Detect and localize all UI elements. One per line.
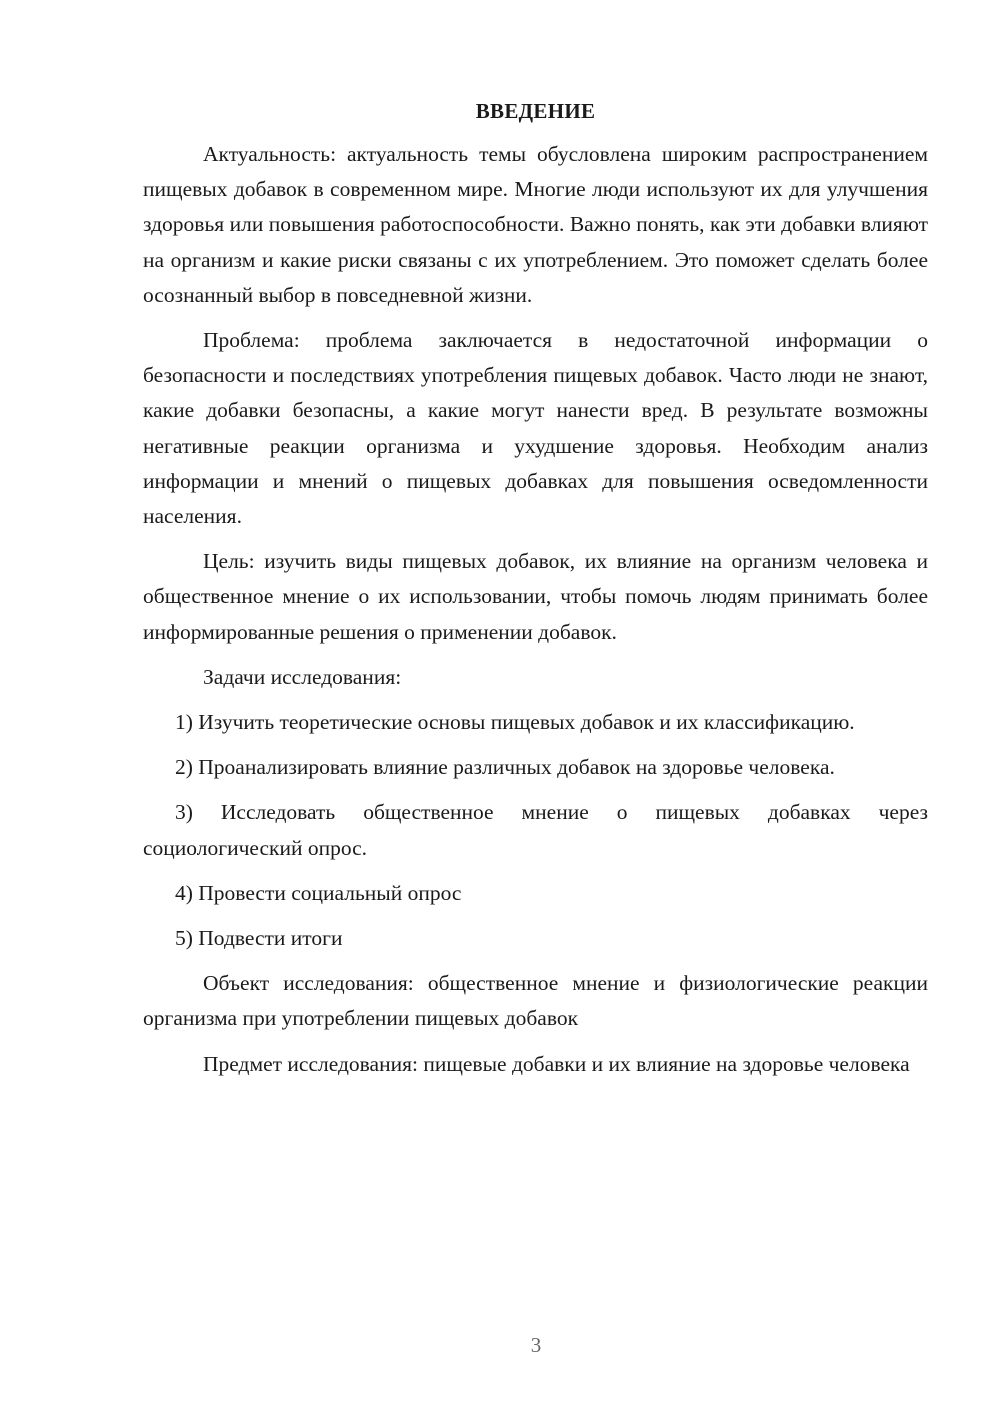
relevance-paragraph: Актуальность: актуальность темы обусловлена широким распространением пищевых добавок в современном мире. Многие люди используют их для улучшения здоровья или повышения работоспособности. Важно понять, как эти добавки влияют на организм и какие риски связаны с их употреблением. Это поможет сделать более осознанный выбор в повседневной жизни.: [143, 142, 928, 307]
object-paragraph: Объект исследования: общественное мнение и физиологические реакции организма при употреблении пищевых добавок: [143, 971, 928, 1031]
section-title: ВВЕДЕНИЕ: [475, 99, 596, 123]
task-item-2: 2) Проанализировать влияние различных добавок на здоровье человека.: [175, 755, 835, 780]
task-item-5: 5) Подвести итоги: [175, 926, 343, 951]
subject-paragraph: Предмет исследования: пищевые добавки и их влияние на здоровье человека: [203, 1051, 910, 1076]
document-page: [143, 96, 928, 1092]
page-number: 3: [530, 1333, 542, 1357]
task-item-1: 1) Изучить теоретические основы пищевых добавок и их классификацию.: [175, 710, 855, 735]
task-item-3: 3) Исследовать общественное мнение о пищевых добавках через социологический опрос.: [143, 800, 928, 860]
problem-paragraph: Проблема: проблема заключается в недостаточной информации о безопасности и последствиях употребления пищевых добавок. Часто люди не знают, какие добавки безопасны, а какие могут нанести вред. В результате возможны негативные реакции организма и ухудшение здоровья. Необходим анализ информации и мнений о пищевых добавках для повышения осведомленности населения.: [143, 328, 928, 529]
task-item-4: 4) Провести социальный опрос: [175, 880, 462, 905]
tasks-heading: Задачи исследования:: [203, 664, 402, 689]
goal-paragraph: Цель: изучить виды пищевых добавок, их влияние на организм человека и общественное мнение о их использовании, чтобы помочь людям принимать более информированные решения о применении добавок.: [143, 549, 928, 644]
